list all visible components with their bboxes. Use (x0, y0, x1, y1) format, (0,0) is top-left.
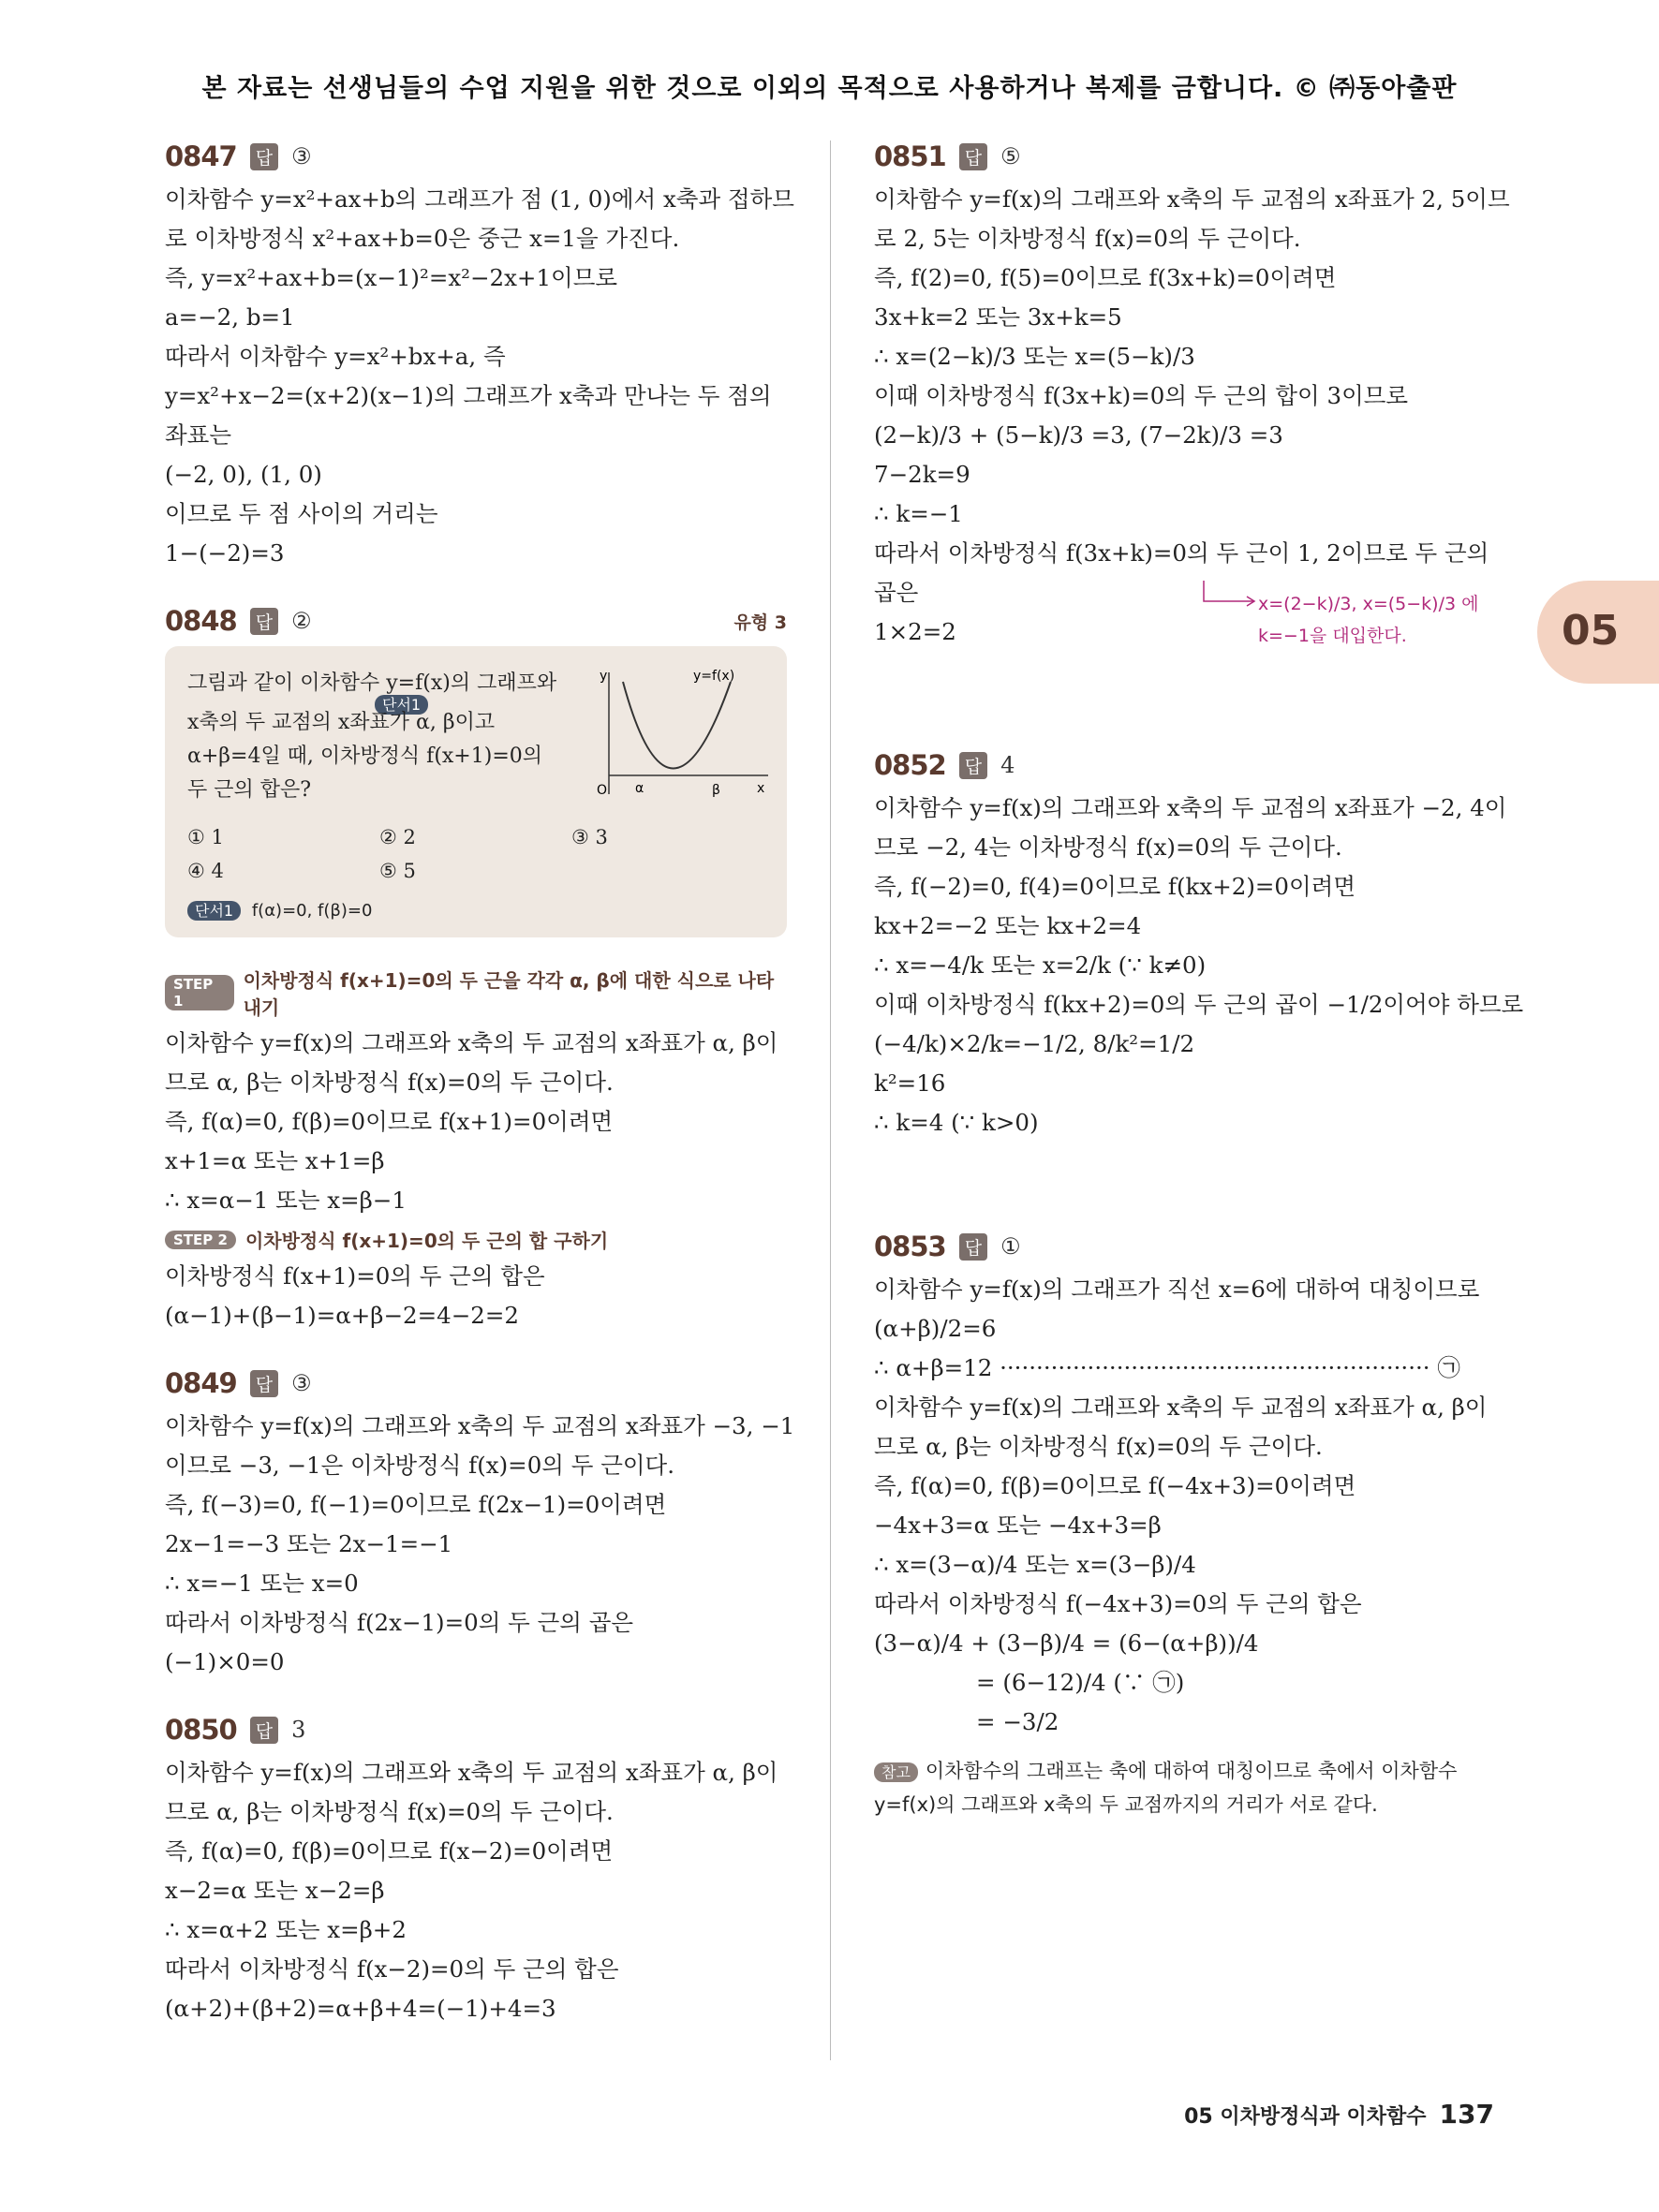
origin-label: O (597, 783, 608, 798)
solution-line: 이차함수 y=f(x)의 그래프와 x축의 두 교점의 x좌표가 −3, −1 (165, 1412, 795, 1439)
type-tag: 유형 3 (733, 612, 787, 633)
solution-line: 곱은 (874, 579, 919, 606)
solution-line: (−1)×0=0 (165, 1648, 285, 1675)
chapter-number: 05 (1562, 607, 1620, 655)
solution-line: 따라서 이차방정식 f(2x−1)=0의 두 근의 곱은 (165, 1609, 634, 1636)
solution-line: 따라서 이차방정식 f(x−2)=0의 두 근의 합은 (165, 1955, 619, 1983)
solution-line: ∴ k=4 (∵ k>0) (874, 1109, 1039, 1136)
note-badge: 참고 (874, 1762, 918, 1782)
problem-number: 0853 (874, 1231, 946, 1262)
problem-0848 (165, 605, 787, 1335)
answer-value: ① (1000, 1233, 1021, 1260)
problem-number: 0848 (165, 605, 237, 637)
alpha-label: α (635, 781, 644, 796)
problem-0849 (165, 1367, 795, 1682)
reference-note (874, 1755, 1494, 1789)
footer-chapter: 05 이차방정식과 이차함수 (1184, 2105, 1427, 2129)
solution-line: ∴ x=(2−k)/3 또는 x=(5−k)/3 (874, 343, 1195, 370)
note-text: 이차함수의 그래프는 축에 대하여 대칭이므로 축에서 이차함수 (925, 1760, 1458, 1782)
answer-badge: 답 (250, 1370, 278, 1397)
answer-badge: 답 (959, 143, 987, 170)
solution-line: ∴ x=−4/k 또는 x=2/k (∵ k≠0) (874, 951, 1207, 979)
solution-line: 이차함수 y=f(x)의 그래프와 x축의 두 교점의 x좌표가 α, β이 (874, 1394, 1488, 1421)
problem-number: 0851 (874, 140, 946, 172)
problem-0853 (874, 1231, 1494, 1821)
solution-line: ∴ α+β=12 ··························································· ㉠ (874, 1354, 1460, 1381)
solution-line: 이므로 −3, −1은 이차방정식 f(x)=0의 두 근이다. (165, 1452, 674, 1479)
answer-value: ③ (291, 143, 312, 170)
answer-badge: 답 (250, 608, 278, 635)
solution-line: 따라서 이차방정식 f(3x+k)=0의 두 근이 1, 2이므로 두 근의 (874, 539, 1489, 567)
solution-line: a=−2, b=1 (165, 303, 295, 331)
solution-line: 이차함수 y=f(x)의 그래프가 직선 x=6에 대하여 대칭이므로 (874, 1276, 1480, 1303)
answer-value: 3 (291, 1717, 306, 1743)
solution-line: 즉, y=x²+ax+b=(x−1)²=x²−2x+1이므로 (165, 264, 618, 291)
solution-line: 1×2=2 (874, 618, 956, 645)
solution-line: 2x−1=−3 또는 2x−1=−1 (165, 1530, 453, 1557)
step-badge: STEP 2 (165, 1231, 236, 1249)
answer-badge: 답 (959, 1233, 987, 1261)
solution-line: 로 이차방정식 x²+ax+b=0은 중근 x=1을 가진다. (165, 225, 680, 252)
solution-line: 므로 α, β는 이차방정식 f(x)=0의 두 근이다. (165, 1069, 614, 1096)
problem-number: 0850 (165, 1714, 237, 1746)
solution-line: 이차함수 y=f(x)의 그래프와 x축의 두 교점의 x좌표가 α, β이 (165, 1759, 778, 1786)
solution-line: x−2=α 또는 x−2=β (165, 1877, 385, 1904)
solution-line: 따라서 이차방정식 f(−4x+3)=0의 두 근의 합은 (874, 1590, 1362, 1617)
choices-row (187, 820, 766, 854)
solution-line: = −3/2 (874, 1708, 1059, 1735)
step-title: 이차방정식 f(x+1)=0의 두 근을 각각 α, β에 대한 식으로 나타내기 (243, 969, 775, 1019)
answer-badge: 답 (250, 1717, 278, 1744)
solution-line: = (6−12)/4 (∵ ㉠) (874, 1669, 1185, 1696)
note-text: y=f(x)의 그래프와 x축의 두 교점까지의 거리가 서로 같다. (874, 1793, 1378, 1816)
answer-badge: 답 (250, 143, 278, 170)
problem-0850 (165, 1714, 787, 2028)
solution-line: ∴ x=−1 또는 x=0 (165, 1570, 359, 1597)
page-footer (1184, 2099, 1494, 2130)
column-divider (830, 140, 831, 2060)
solution-line: 이차함수 y=f(x)의 그래프와 x축의 두 교점의 x좌표가 α, β이 (165, 1029, 778, 1056)
solution-line: (−2, 0), (1, 0) (165, 461, 322, 488)
solution-line: (α+β)/2=6 (874, 1315, 997, 1342)
solution-line: 즉, f(α)=0, f(β)=0이므로 f(−4x+3)=0이려면 (874, 1472, 1356, 1499)
problem-0847 (165, 140, 794, 573)
solution-line: 므로 α, β는 이차방정식 f(x)=0의 두 근이다. (874, 1433, 1323, 1460)
answer-value: ② (291, 608, 312, 634)
choice: ① 1 (187, 826, 224, 848)
choice: ③ 3 (571, 826, 608, 848)
question-line: 그림과 같이 이차함수 y=f(x)의 그래프와 (187, 671, 557, 695)
solution-line: (3−α)/4 + (3−β)/4 = (6−(α+β))/4 (874, 1630, 1259, 1657)
problem-0851 (874, 140, 1510, 652)
solution-line: 므로 α, β는 이차방정식 f(x)=0의 두 근이다. (165, 1798, 614, 1825)
choices-row (187, 854, 766, 888)
function-label: y=f(x) (693, 669, 735, 684)
hint-marker: 단서1 (375, 695, 428, 715)
solution-line: x+1=α 또는 x+1=β (165, 1147, 385, 1174)
solution-line: ∴ x=(3−α)/4 또는 x=(3−β)/4 (874, 1551, 1196, 1578)
answer-value: ⑤ (1000, 143, 1021, 170)
solution-line: (−4/k)×2/k=−1/2, 8/k²=1/2 (874, 1030, 1195, 1057)
solution-line: 이때 이차방정식 f(3x+k)=0의 두 근의 합이 3이므로 (874, 382, 1409, 409)
answer-value: ③ (291, 1370, 312, 1396)
beta-label: β (712, 783, 720, 798)
step-title: 이차방정식 f(x+1)=0의 두 근의 합 구하기 (244, 1230, 609, 1252)
solution-line: (2−k)/3 + (5−k)/3 =3, (7−2k)/3 =3 (874, 421, 1283, 449)
solution-line: 이므로 두 점 사이의 거리는 (165, 500, 438, 527)
solution-line: 즉, f(−2)=0, f(4)=0이므로 f(kx+2)=0이려면 (874, 873, 1355, 900)
solution-line: 3x+k=2 또는 3x+k=5 (874, 303, 1122, 331)
solution-line: y=x²+x−2=(x+2)(x−1)의 그래프가 x축과 만나는 두 점의 (165, 382, 772, 409)
solution-line: k²=16 (874, 1069, 946, 1097)
copyright-notice: 본 자료는 선생님들의 수업 지원을 위한 것으로 이외의 목적으로 사용하거나 복제를 금합니다. © ㈜동아출판 (201, 74, 1458, 103)
choice: ② 2 (379, 826, 416, 848)
answer-value: 4 (1000, 752, 1015, 778)
solution-line: 1−(−2)=3 (165, 539, 285, 567)
step-badge: STEP 1 (165, 975, 234, 1010)
right-column (874, 140, 1524, 1852)
problem-number: 0849 (165, 1367, 237, 1399)
solution-line: 이때 이차방정식 f(kx+2)=0의 두 근의 곱이 −1/2이어야 하므로 (874, 991, 1524, 1018)
problem-number: 0847 (165, 140, 237, 172)
x-axis-label: x (757, 781, 765, 796)
chapter-tab (1537, 581, 1659, 684)
question-box (165, 646, 787, 937)
solution-line: 므로 −2, 4는 이차방정식 f(x)=0의 두 근이다. (874, 833, 1342, 861)
solution-line: 이차함수 y=f(x)의 그래프와 x축의 두 교점의 x좌표가 2, 5이므 (874, 185, 1510, 213)
question-line: x축의 두 교점의 x좌표가 α, β이고 (187, 711, 496, 734)
solution-line: ∴ x=α−1 또는 x=β−1 (165, 1187, 407, 1214)
solution-line: 즉, f(2)=0, f(5)=0이므로 f(3x+k)=0이려면 (874, 264, 1337, 291)
solution-line: 좌표는 (165, 421, 232, 449)
problem-0852 (874, 749, 1524, 1143)
choice: ⑤ 5 (379, 860, 416, 882)
solution-line: 이차방정식 f(x+1)=0의 두 근의 합은 (165, 1262, 545, 1290)
annotation-arrow (1202, 581, 1258, 618)
hint-badge: 단서1 (187, 901, 241, 921)
question-line: 두 근의 합은? (187, 778, 312, 802)
solution-line: (α+2)+(β+2)=α+β+4=(−1)+4=3 (165, 1995, 556, 2022)
left-column (165, 140, 795, 2060)
annotation-text: k=−1을 대입한다. (1258, 626, 1407, 646)
answer-badge: 답 (959, 752, 987, 779)
solution-line: 이차함수 y=x²+ax+b의 그래프가 점 (1, 0)에서 x축과 접하므 (165, 185, 794, 213)
page-number: 137 (1439, 2099, 1494, 2130)
step-2-header (165, 1226, 787, 1253)
solution-line: −4x+3=α 또는 −4x+3=β (874, 1512, 1162, 1539)
solution-line: (α−1)+(β−1)=α+β−2=4−2=2 (165, 1302, 519, 1329)
solution-line: 즉, f(−3)=0, f(−1)=0이므로 f(2x−1)=0이려면 (165, 1491, 667, 1518)
solution-line: 즉, f(α)=0, f(β)=0이므로 f(x−2)=0이려면 (165, 1837, 614, 1865)
solution-line: 이차함수 y=f(x)의 그래프와 x축의 두 교점의 x좌표가 −2, 4이 (874, 794, 1507, 821)
hint-line (187, 899, 766, 921)
y-axis-label: y (600, 669, 608, 684)
solution-line: ∴ x=α+2 또는 x=β+2 (165, 1916, 407, 1943)
solution-line: ∴ k=−1 (874, 500, 963, 527)
question-line: α+β=4일 때, 이차방정식 f(x+1)=0의 (187, 745, 543, 768)
solution-line: 따라서 이차함수 y=x²+bx+a, 즉 (165, 343, 506, 370)
hint-text: f(α)=0, f(β)=0 (251, 901, 373, 921)
choice: ④ 4 (187, 860, 224, 882)
problem-number: 0852 (874, 749, 946, 781)
annotation-text: x=(2−k)/3, x=(5−k)/3 에 (1258, 594, 1479, 614)
solution-line: kx+2=−2 또는 kx+2=4 (874, 912, 1142, 939)
solution-line: 7−2k=9 (874, 461, 970, 488)
step-1-header (165, 966, 787, 1020)
solution-line: 즉, f(α)=0, f(β)=0이므로 f(x+1)=0이려면 (165, 1108, 614, 1135)
parabola-graph (581, 663, 768, 804)
solution-line: 로 2, 5는 이차방정식 f(x)=0의 두 근이다. (874, 225, 1301, 252)
